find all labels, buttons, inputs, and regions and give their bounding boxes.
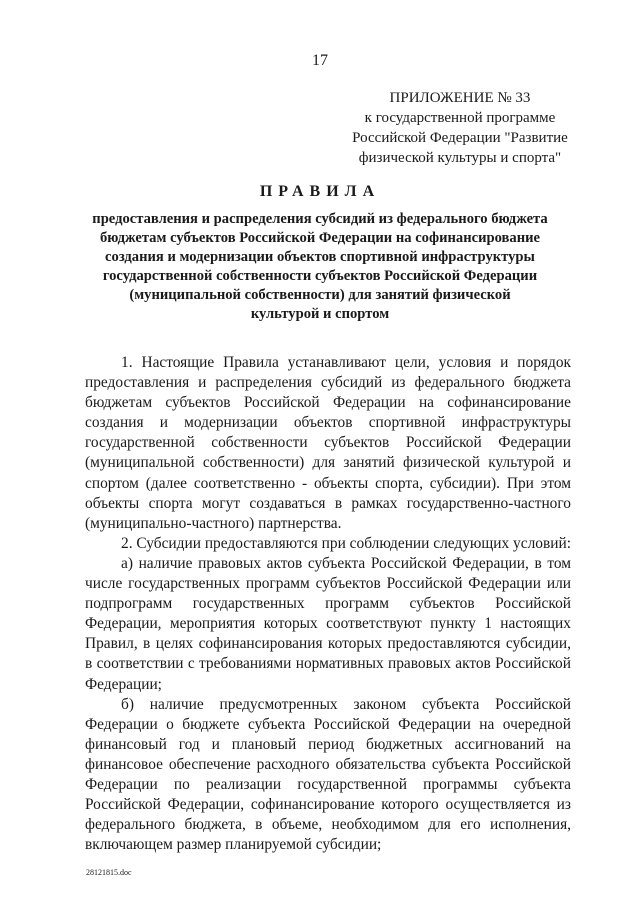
rules-subtitle-line: государственной собственности субъектов Российской Федерации: [102, 268, 538, 284]
appendix-line: Российской Федерации "Развитие: [352, 130, 568, 146]
appendix-header: [340, 88, 580, 168]
paragraph-1: 1. Настоящие Правила устанавливают цели, условия и порядок предоставления и распределения субсидий из федерального бюджета бюджетам субъектов Российской Федерации на софинансирование создания и модернизации объектов спортивной инфраструктуры государственной собственности субъектов Российской Федерации (муниципальной собственности) для занятий физической культурой и спортом (далее соответственно - объекты спорта, субсидии). При этом объекты спорта могут создаваться в рамках государственно-частного (муниципально-частного) партнерства.: [85, 354, 571, 532]
appendix-title: ПРИЛОЖЕНИЕ № 33: [389, 90, 531, 106]
rules-subtitle: [70, 210, 570, 324]
rules-subtitle-line: предоставления и распределения субсидий из федерального бюджета: [92, 211, 548, 227]
rules-title: ПРАВИЛА: [259, 183, 381, 200]
paragraph-2a: а) наличие правовых актов субъекта Российской Федерации, в том числе государственных программ субъектов Российской Федерации или подпрограмм государственных программ субъектов Российской Федерации, мероприятия которых соответствуют пункту 1 настоящих Правил, в целях софинансирования которых предоставляются субсидии, в соответствии с требованиями нормативных правовых актов Российской Федерации;: [85, 554, 571, 693]
rules-subtitle-line: культурой и спортом: [250, 306, 390, 322]
rules-subtitle-line: создания и модернизации объектов спортивной инфраструктуры: [105, 249, 535, 265]
page-number: 17: [312, 52, 328, 69]
footer-doc-id: 28121815.doc: [86, 868, 132, 877]
rules-subtitle-line: бюджетам субъектов Российской Федерации на софинансирование: [99, 230, 541, 246]
rules-subtitle-line: (муниципальной собственности) для занятий физической: [129, 287, 511, 303]
paragraph-2: 2. Субсидии предоставляются при соблюдении следующих условий:: [121, 534, 571, 552]
body-text: [85, 353, 571, 855]
appendix-line: к государственной программе: [364, 110, 556, 126]
appendix-line: физической культуры и спорта": [358, 150, 562, 166]
paragraph-2b: б) наличие предусмотренных законом субъекта Российской Федерации о бюджете субъекта Российской Федерации на очередной финансовый год и плановый период бюджетных ассигнований на финансовое обеспечение расходного обязательства субъекта Российской Федерации по реализации государственной программы субъекта Российской Федерации, софинансирование которого осуществляется из федерального бюджета, в объеме, необходимом для его исполнения, включающем размер планируемой субсидии;: [85, 695, 571, 854]
